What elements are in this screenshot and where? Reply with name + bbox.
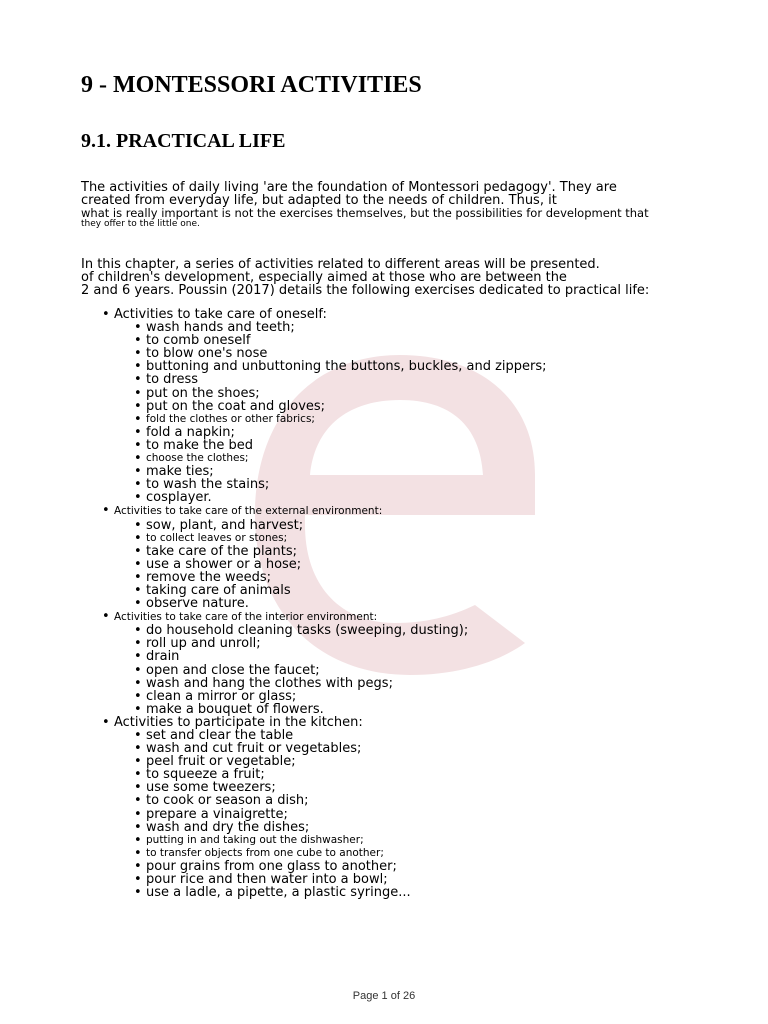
list-item: • wash hands and teeth; <box>114 321 547 334</box>
list-item: • wash and hang the clothes with pegs; <box>114 677 547 690</box>
paragraph-line: created from everyday life, but adapted to the needs of children. Thus, it <box>81 193 557 208</box>
list-item: • make a bouquet of flowers. <box>114 703 547 716</box>
list-item: • put on the coat and gloves; <box>114 400 547 413</box>
page-number: Page 1 of 26 <box>352 990 416 1002</box>
list-item: • to make the bed <box>114 439 547 452</box>
list-item: • put on the shoes; <box>114 387 547 400</box>
list-item: • use some tweezers; <box>114 781 547 794</box>
list-item: • do household cleaning tasks (sweeping, dusting); <box>114 624 547 637</box>
paragraph-line: what is really important is not the exercises themselves, but the possibilities for development that <box>81 206 649 220</box>
paragraph-line: 2 and 6 years. Poussin (2017) details the following exercises dedicated to practical life: <box>81 283 650 298</box>
list-item: • taking care of animals <box>114 584 547 597</box>
list-heading: Activities to take care of oneself: <box>114 307 327 322</box>
list-item: • to comb oneself <box>114 334 547 347</box>
list-item: • observe nature. <box>114 597 547 610</box>
list-item: • use a shower or a hose; <box>114 558 547 571</box>
page-title: 9 - MONTESSORI ACTIVITIES <box>81 72 422 98</box>
list-item: • set and clear the table <box>114 729 547 742</box>
list-item: • to wash the stains; <box>114 478 547 491</box>
list-item: • buttoning and unbuttoning the buttons, buckles, and zippers; <box>114 360 547 373</box>
list-item: • wash and cut fruit or vegetables; <box>114 742 547 755</box>
list-item: • putting in and taking out the dishwasher; <box>114 834 547 847</box>
list-item: • wash and dry the dishes; <box>114 821 547 834</box>
list-item: • clean a mirror or glass; <box>114 690 547 703</box>
list-item: • pour rice and then water into a bowl; <box>114 873 547 886</box>
list-item <box>0 716 547 899</box>
list-item <box>0 610 547 716</box>
list-item: • to cook or season a dish; <box>114 794 547 807</box>
list-item: • make ties; <box>114 465 547 478</box>
list-item <box>0 504 547 610</box>
list-heading: Activities to take care of the interior environment: <box>114 611 378 624</box>
list-item: • cosplayer. <box>114 491 547 504</box>
list-item <box>0 308 547 504</box>
section-title: 9.1. PRACTICAL LIFE <box>81 130 286 152</box>
list-item: • to blow one's nose <box>114 347 547 360</box>
paragraph-line: of children's development, especially aimed at those who are between the <box>81 270 567 285</box>
list-item: • open and close the faucet; <box>114 664 547 677</box>
list-item: • to squeeze a fruit; <box>114 768 547 781</box>
list-item: • remove the weeds; <box>114 571 547 584</box>
list-item: • pour grains from one glass to another; <box>114 860 547 873</box>
list-item: • sow, plant, and harvest; <box>114 519 547 532</box>
list-item: • to collect leaves or stones; <box>114 532 547 545</box>
list-heading: Activities to take care of the external environment: <box>114 505 383 518</box>
list-item: • prepare a vinaigrette; <box>114 808 547 821</box>
list-heading: Activities to participate in the kitchen: <box>114 714 363 730</box>
paragraph-line: they offer to the little one. <box>81 219 200 229</box>
list-item: • fold a napkin; <box>114 426 547 439</box>
list-item: • use a ladle, a pipette, a plastic syringe... <box>114 886 547 899</box>
list-item: • to transfer objects from one cube to another; <box>114 847 547 860</box>
list-item: • to dress <box>114 373 547 386</box>
list-item: • roll up and unroll; <box>114 637 547 650</box>
list-item: • peel fruit or vegetable; <box>114 755 547 768</box>
paragraph-line: The activities of daily living 'are the foundation of Montessori pedagogy'. They are <box>81 180 617 195</box>
list-item: • take care of the plants; <box>114 545 547 558</box>
list-item: • drain <box>114 650 547 663</box>
list-item: • fold the clothes or other fabrics; <box>114 413 547 426</box>
paragraph-line: In this chapter, a series of activities related to different areas will be presented. <box>81 257 600 272</box>
activity-list <box>0 308 547 899</box>
list-item: • choose the clothes; <box>114 452 547 465</box>
